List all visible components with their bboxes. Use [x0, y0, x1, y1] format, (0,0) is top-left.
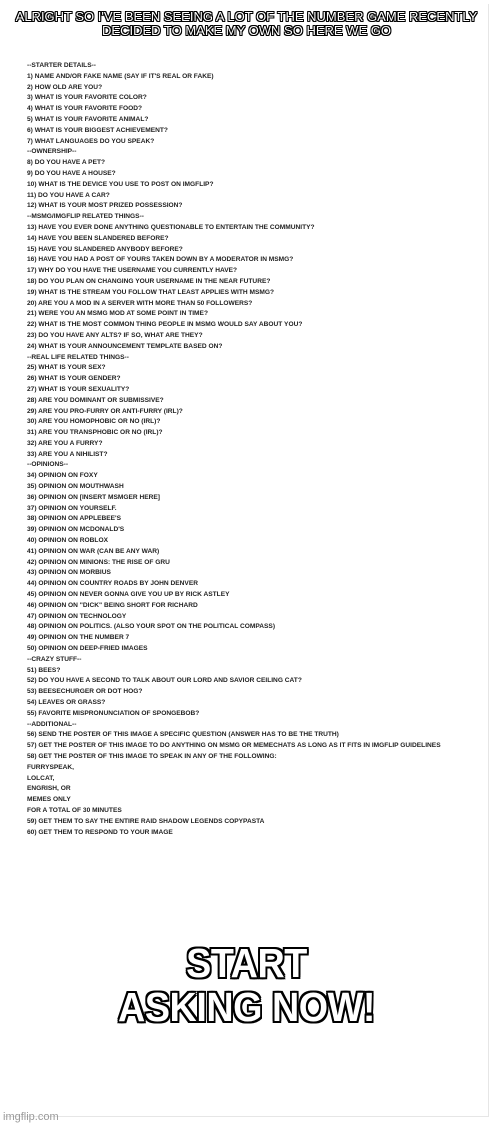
question-line: 38) OPINION ON APPLEBEE'S — [27, 515, 122, 523]
question-line: 39) OPINION ON MCDONALD'S — [27, 526, 125, 534]
question-line: 51) BEES? — [27, 666, 61, 674]
question-line: 45) OPINION ON NEVER GONNA GIVE YOU UP BY RICK ASTLEY — [27, 591, 230, 599]
question-line: 8) DO YOU HAVE A PET? — [27, 159, 106, 167]
question-line: 42) OPINION ON MINIONS: THE RISE OF GRU — [27, 558, 170, 566]
question-line: 32) ARE YOU A FURRY? — [27, 439, 103, 447]
question-line: 18) DO YOU PLAN ON CHANGING YOUR USERNAME IN THE NEAR FUTURE? — [27, 277, 271, 285]
question-line: 59) GET THEM TO SAY THE ENTIRE RAID SHADOW LEGENDS COPYPASTA — [27, 817, 265, 825]
question-line: 50) OPINION ON DEEP-FRIED IMAGES — [27, 645, 148, 653]
top-caption-line-2: DECIDED TO MAKE MY OWN SO HERE WE GO — [102, 23, 391, 38]
question-line: 57) GET THE POSTER OF THIS IMAGE TO DO ANYTHING ON MSMG OR MEMECHATS AS LONG AS IT FITS IN IMGFLIP GUIDELINES — [27, 742, 441, 750]
question-line: 31) ARE YOU TRANSPHOBIC OR NO (IRL)? — [27, 429, 163, 437]
question-line: MEMES ONLY — [27, 796, 71, 804]
question-line: 60) GET THEM TO RESPOND TO YOUR IMAGE — [27, 828, 173, 836]
question-line: 43) OPINION ON MORBIUS — [27, 569, 111, 577]
question-line: 15) HAVE YOU SLANDERED ANYBODY BEFORE? — [27, 245, 183, 253]
top-caption — [5, 10, 488, 38]
question-line: LOLCAT, — [27, 774, 55, 782]
question-line: 34) OPINION ON FOXY — [27, 472, 98, 480]
question-line: 20) ARE YOU A MOD IN A SERVER WITH MORE THAN 50 FOLLOWERS? — [27, 299, 253, 307]
question-line: 9) DO YOU HAVE A HOUSE? — [27, 169, 116, 177]
question-line: 35) OPINION ON MOUTHWASH — [27, 483, 124, 491]
question-line: 58) GET THE POSTER OF THIS IMAGE TO SPEAK IN ANY OF THE FOLLOWING: — [27, 753, 277, 760]
question-line: 11) DO YOU HAVE A CAR? — [27, 191, 110, 199]
meme-image — [5, 4, 489, 1117]
question-line: 24) WHAT IS YOUR ANNOUNCEMENT TEMPLATE BASED ON? — [27, 342, 223, 350]
question-line: 27) WHAT IS YOUR SEXUALITY? — [27, 385, 130, 393]
question-line: 30) ARE YOU HOMOPHOBIC OR NO (IRL)? — [27, 418, 161, 426]
question-line: 2) HOW OLD ARE YOU? — [27, 83, 103, 91]
question-line: 7) WHAT LANGUAGES DO YOU SPEAK? — [27, 137, 155, 145]
bottom-caption — [24, 941, 468, 1029]
question-line: 25) WHAT IS YOUR SEX? — [27, 364, 106, 372]
section-heading: --STARTER DETAILS-- — [27, 62, 96, 69]
question-line: 52) DO YOU HAVE A SECOND TO TALK ABOUT OUR LORD AND SAVIOR CEILING CAT? — [27, 677, 302, 685]
question-line: 36) OPINION ON [INSERT MSMGER HERE] — [27, 493, 160, 501]
section-heading: --REAL LIFE RELATED THINGS-- — [27, 353, 129, 361]
question-line: 29) ARE YOU PRO-FURRY OR ANTI-FURRY (IRL)? — [27, 407, 183, 415]
section-heading: --MSMG/IMGFLIP RELATED THINGS-- — [27, 213, 144, 221]
question-line: 1) NAME AND/OR FAKE NAME (SAY IF IT'S REAL OR FAKE) — [27, 72, 214, 80]
question-line: 54) LEAVES OR GRASS? — [27, 699, 106, 707]
question-line: 47) OPINION ON TECHNOLOGY — [27, 612, 127, 620]
question-line: 56) SEND THE POSTER OF THIS IMAGE A SPECIFIC QUESTION (ANSWER HAS TO BE THE TRUTH) — [27, 731, 339, 739]
bottom-caption-line-1: START — [186, 940, 307, 986]
question-line: 53) BEESECHURGER OR DOT HOG? — [27, 688, 143, 696]
question-line: 28) ARE YOU DOMINANT OR SUBMISSIVE? — [27, 396, 164, 404]
question-line: 6) WHAT IS YOUR BIGGEST ACHIEVEMENT? — [27, 126, 168, 134]
section-heading: --OPINIONS-- — [27, 461, 69, 469]
question-line: 33) ARE YOU A NIHILIST? — [27, 450, 108, 458]
question-line: 23) DO YOU HAVE ANY ALTS? IF SO, WHAT ARE THEY? — [27, 331, 203, 339]
question-line: 41) OPINION ON WAR (CAN BE ANY WAR) — [27, 547, 160, 555]
question-line: 3) WHAT IS YOUR FAVORITE COLOR? — [27, 94, 147, 102]
question-line: FURRYSPEAK, — [27, 763, 75, 771]
bottom-caption-line-2: ASKING NOW! — [118, 984, 375, 1030]
question-line: 13) HAVE YOU EVER DONE ANYTHING QUESTIONABLE TO ENTERTAIN THE COMMUNITY? — [27, 223, 315, 231]
question-line: 5) WHAT IS YOUR FAVORITE ANIMAL? — [27, 115, 149, 123]
question-line: 26) WHAT IS YOUR GENDER? — [27, 375, 121, 383]
question-line: ENGRISH, OR — [27, 785, 71, 793]
top-caption-line-1: ALRIGHT SO I'VE BEEN SEEING A LOT OF THE NUMBER GAME RECENTLY — [15, 9, 478, 24]
question-line: 49) OPINION ON THE NUMBER 7 — [27, 634, 130, 642]
question-line: 12) WHAT IS YOUR MOST PRIZED POSSESSION? — [27, 202, 183, 210]
question-line: 10) WHAT IS THE DEVICE YOU USE TO POST ON IMGFLIP? — [27, 180, 214, 188]
question-line: FOR A TOTAL OF 30 MINUTES — [27, 806, 122, 814]
question-line: 16) HAVE YOU HAD A POST OF YOURS TAKEN DOWN BY A MODERATOR IN MSMG? — [27, 256, 294, 264]
question-line: 17) WHY DO YOU HAVE THE USERNAME YOU CURRENTLY HAVE? — [27, 267, 238, 275]
question-line: 37) OPINION ON YOURSELF. — [27, 504, 117, 512]
section-heading: --ADDITIONAL-- — [27, 720, 77, 728]
question-line: 19) WHAT IS THE STREAM YOU FOLLOW THAT LEAST APPLIES WITH MSMG? — [27, 288, 275, 296]
question-line: 55) FAVORITE MISPRONUNCIATION OF SPONGEBOB? — [27, 709, 200, 717]
section-heading: --OWNERSHIP-- — [27, 148, 77, 156]
imgflip-watermark: imgflip.com — [3, 1111, 59, 1123]
question-line: 14) HAVE YOU BEEN SLANDERED BEFORE? — [27, 234, 169, 242]
question-line: 40) OPINION ON ROBLOX — [27, 537, 108, 545]
question-line: 22) WHAT IS THE MOST COMMON THING PEOPLE IN MSMG WOULD SAY ABOUT YOU? — [27, 321, 303, 329]
question-line: 48) OPINION ON POLITICS. (ALSO YOUR SPOT ON THE POLITICAL COMPASS) — [27, 623, 276, 631]
question-line: 21) WERE YOU AN MSMG MOD AT SOME POINT IN TIME? — [27, 310, 208, 318]
question-line: 44) OPINION ON COUNTRY ROADS BY JOHN DENVER — [27, 580, 198, 588]
question-list — [27, 61, 441, 838]
question-line: 4) WHAT IS YOUR FAVORITE FOOD? — [27, 105, 143, 113]
question-line: 46) OPINION ON "DICK" BEING SHORT FOR RICHARD — [27, 601, 198, 609]
section-heading: --CRAZY STUFF-- — [27, 655, 82, 663]
